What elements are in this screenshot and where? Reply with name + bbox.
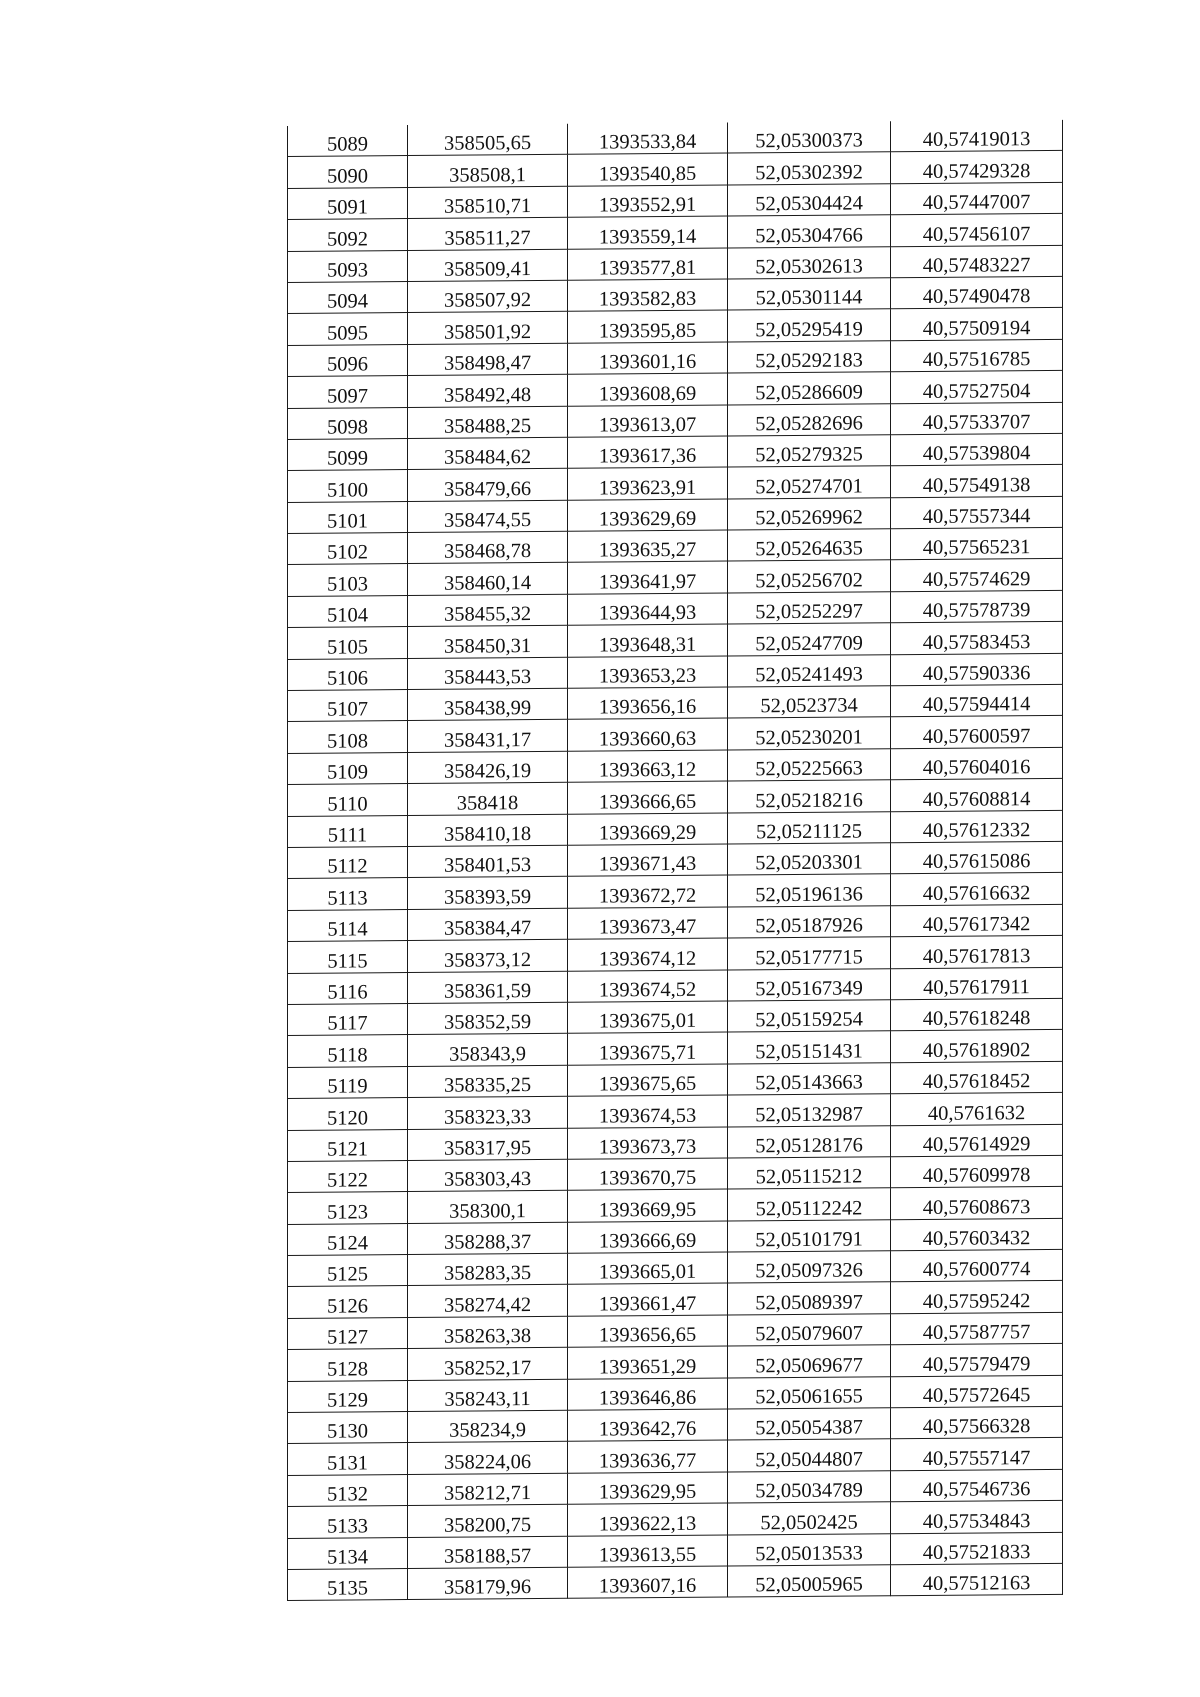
point-number-cell: 5125 xyxy=(288,1255,408,1287)
longitude-cell: 40,57566328 xyxy=(891,1406,1063,1439)
latitude-cell: 52,05187926 xyxy=(728,906,891,939)
x-coordinate-cell: 358343,9 xyxy=(408,1034,568,1067)
x-coordinate-cell: 358401,53 xyxy=(408,845,568,878)
point-number-cell: 5090 xyxy=(288,156,408,188)
y-coordinate-cell: 1393644,93 xyxy=(568,593,728,626)
point-number-cell: 5098 xyxy=(288,407,408,439)
y-coordinate-cell: 1393559,14 xyxy=(568,216,728,249)
longitude-cell: 40,57616632 xyxy=(891,873,1063,906)
point-number-cell: 5135 xyxy=(288,1569,408,1601)
y-coordinate-cell: 1393673,47 xyxy=(568,907,728,940)
latitude-cell: 52,05218216 xyxy=(728,780,891,813)
point-number-cell: 5108 xyxy=(288,721,408,753)
y-coordinate-cell: 1393613,07 xyxy=(568,405,728,438)
x-coordinate-cell: 358283,35 xyxy=(408,1253,568,1286)
x-coordinate-cell: 358263,38 xyxy=(408,1316,568,1349)
longitude-cell: 40,57617342 xyxy=(891,904,1063,937)
latitude-cell: 52,05177715 xyxy=(728,937,891,970)
point-number-cell: 5127 xyxy=(288,1317,408,1349)
x-coordinate-cell: 358274,42 xyxy=(408,1285,568,1318)
longitude-cell: 40,57546736 xyxy=(891,1469,1063,1502)
point-number-cell: 5101 xyxy=(288,501,408,533)
point-number-cell: 5117 xyxy=(288,1003,408,1035)
x-coordinate-cell: 358303,43 xyxy=(408,1159,568,1192)
point-number-cell: 5103 xyxy=(288,564,408,596)
longitude-cell: 40,57447007 xyxy=(891,182,1063,215)
longitude-cell: 40,57572645 xyxy=(891,1375,1063,1408)
y-coordinate-cell: 1393608,69 xyxy=(568,373,728,406)
latitude-cell: 52,05034789 xyxy=(728,1471,891,1504)
table-row xyxy=(288,1563,1063,1600)
latitude-cell: 52,05044807 xyxy=(728,1439,891,1472)
y-coordinate-cell: 1393674,53 xyxy=(568,1095,728,1128)
longitude-cell: 40,57521833 xyxy=(891,1532,1063,1565)
latitude-cell: 52,05132987 xyxy=(728,1094,891,1127)
latitude-cell: 52,05247709 xyxy=(728,623,891,656)
y-coordinate-cell: 1393660,63 xyxy=(568,718,728,751)
longitude-cell: 40,57617911 xyxy=(891,967,1063,1000)
point-number-cell: 5119 xyxy=(288,1066,408,1098)
y-coordinate-cell: 1393675,65 xyxy=(568,1064,728,1097)
point-number-cell: 5116 xyxy=(288,972,408,1004)
longitude-cell: 40,57516785 xyxy=(891,339,1063,372)
y-coordinate-cell: 1393670,75 xyxy=(568,1158,728,1191)
y-coordinate-cell: 1393648,31 xyxy=(568,624,728,657)
y-coordinate-cell: 1393613,55 xyxy=(568,1535,728,1568)
point-number-cell: 5133 xyxy=(288,1506,408,1538)
x-coordinate-cell: 358505,65 xyxy=(408,124,568,156)
point-number-cell: 5129 xyxy=(288,1380,408,1412)
latitude-cell: 52,05264635 xyxy=(728,529,891,562)
latitude-cell: 52,05302392 xyxy=(728,152,891,185)
x-coordinate-cell: 358410,18 xyxy=(408,814,568,847)
x-coordinate-cell: 358460,14 xyxy=(408,563,568,596)
point-number-cell: 5099 xyxy=(288,438,408,470)
y-coordinate-cell: 1393622,13 xyxy=(568,1503,728,1536)
latitude-cell: 52,05295419 xyxy=(728,309,891,342)
y-coordinate-cell: 1393533,84 xyxy=(568,123,728,155)
y-coordinate-cell: 1393617,36 xyxy=(568,436,728,469)
longitude-cell: 40,57618248 xyxy=(891,998,1063,1031)
x-coordinate-cell: 358455,32 xyxy=(408,594,568,627)
longitude-cell: 40,57527504 xyxy=(891,371,1063,404)
point-number-cell: 5114 xyxy=(288,909,408,941)
coordinates-table-body xyxy=(288,120,1063,1601)
latitude-cell: 52,05061655 xyxy=(728,1376,891,1409)
y-coordinate-cell: 1393669,95 xyxy=(568,1189,728,1222)
point-number-cell: 5093 xyxy=(288,250,408,282)
y-coordinate-cell: 1393674,52 xyxy=(568,970,728,1003)
x-coordinate-cell: 358179,96 xyxy=(408,1567,568,1600)
latitude-cell: 52,05097326 xyxy=(728,1251,891,1284)
x-coordinate-cell: 358323,33 xyxy=(408,1096,568,1129)
longitude-cell: 40,57604016 xyxy=(891,747,1063,780)
y-coordinate-cell: 1393540,85 xyxy=(568,153,728,186)
point-number-cell: 5094 xyxy=(288,282,408,314)
point-number-cell: 5096 xyxy=(288,344,408,376)
y-coordinate-cell: 1393595,85 xyxy=(568,310,728,343)
y-coordinate-cell: 1393635,27 xyxy=(568,530,728,563)
x-coordinate-cell: 358200,75 xyxy=(408,1504,568,1537)
longitude-cell: 40,57618452 xyxy=(891,1061,1063,1094)
longitude-cell: 40,57614929 xyxy=(891,1124,1063,1157)
x-coordinate-cell: 358438,99 xyxy=(408,688,568,721)
y-coordinate-cell: 1393623,91 xyxy=(568,467,728,500)
x-coordinate-cell: 358510,71 xyxy=(408,186,568,219)
point-number-cell: 5102 xyxy=(288,533,408,565)
longitude-cell: 40,57618902 xyxy=(891,1030,1063,1063)
latitude-cell: 52,05300373 xyxy=(728,121,891,153)
latitude-cell: 52,05089397 xyxy=(728,1282,891,1315)
y-coordinate-cell: 1393646,86 xyxy=(568,1378,728,1411)
x-coordinate-cell: 358418 xyxy=(408,783,568,816)
latitude-cell: 52,05225663 xyxy=(728,749,891,782)
longitude-cell: 40,57578739 xyxy=(891,590,1063,623)
longitude-cell: 40,57419013 xyxy=(891,120,1063,152)
x-coordinate-cell: 358317,95 xyxy=(408,1128,568,1161)
latitude-cell: 52,05286609 xyxy=(728,372,891,405)
x-coordinate-cell: 358224,06 xyxy=(408,1442,568,1475)
y-coordinate-cell: 1393666,69 xyxy=(568,1221,728,1254)
x-coordinate-cell: 358243,11 xyxy=(408,1379,568,1412)
y-coordinate-cell: 1393629,95 xyxy=(568,1472,728,1505)
latitude-cell: 52,05241493 xyxy=(728,654,891,687)
point-number-cell: 5104 xyxy=(288,595,408,627)
point-number-cell: 5097 xyxy=(288,376,408,408)
latitude-cell: 52,05230201 xyxy=(728,717,891,750)
point-number-cell: 5128 xyxy=(288,1349,408,1381)
longitude-cell: 40,57600774 xyxy=(891,1249,1063,1282)
longitude-cell: 40,57549138 xyxy=(891,465,1063,498)
x-coordinate-cell: 358511,27 xyxy=(408,217,568,250)
y-coordinate-cell: 1393582,83 xyxy=(568,279,728,312)
point-number-cell: 5100 xyxy=(288,470,408,502)
y-coordinate-cell: 1393656,65 xyxy=(568,1315,728,1348)
x-coordinate-cell: 358450,31 xyxy=(408,626,568,659)
y-coordinate-cell: 1393656,16 xyxy=(568,687,728,720)
point-number-cell: 5121 xyxy=(288,1129,408,1161)
point-number-cell: 5112 xyxy=(288,847,408,879)
point-number-cell: 5095 xyxy=(288,313,408,345)
y-coordinate-cell: 1393577,81 xyxy=(568,248,728,281)
longitude-cell: 40,57608814 xyxy=(891,779,1063,812)
y-coordinate-cell: 1393661,47 xyxy=(568,1283,728,1316)
x-coordinate-cell: 358468,78 xyxy=(408,531,568,564)
latitude-cell: 52,05196136 xyxy=(728,874,891,907)
y-coordinate-cell: 1393669,29 xyxy=(568,813,728,846)
latitude-cell: 52,05069677 xyxy=(728,1345,891,1378)
point-number-cell: 5123 xyxy=(288,1192,408,1224)
point-number-cell: 5134 xyxy=(288,1537,408,1569)
y-coordinate-cell: 1393665,01 xyxy=(568,1252,728,1285)
latitude-cell: 52,05256702 xyxy=(728,560,891,593)
longitude-cell: 40,57608673 xyxy=(891,1187,1063,1220)
point-number-cell: 5092 xyxy=(288,219,408,251)
x-coordinate-cell: 358212,71 xyxy=(408,1473,568,1506)
y-coordinate-cell: 1393663,12 xyxy=(568,750,728,783)
x-coordinate-cell: 358492,48 xyxy=(408,374,568,407)
longitude-cell: 40,57615086 xyxy=(891,841,1063,874)
y-coordinate-cell: 1393552,91 xyxy=(568,185,728,218)
point-number-cell: 5124 xyxy=(288,1223,408,1255)
y-coordinate-cell: 1393672,72 xyxy=(568,875,728,908)
x-coordinate-cell: 358431,17 xyxy=(408,720,568,753)
longitude-cell: 40,57590336 xyxy=(891,653,1063,686)
longitude-cell: 40,57429328 xyxy=(891,151,1063,184)
latitude-cell: 52,05005965 xyxy=(728,1565,891,1598)
latitude-cell: 52,05151431 xyxy=(728,1031,891,1064)
x-coordinate-cell: 358501,92 xyxy=(408,312,568,345)
point-number-cell: 5111 xyxy=(288,815,408,847)
latitude-cell: 52,05079607 xyxy=(728,1314,891,1347)
y-coordinate-cell: 1393666,65 xyxy=(568,781,728,814)
latitude-cell: 52,05115212 xyxy=(728,1157,891,1190)
longitude-cell: 40,57617813 xyxy=(891,936,1063,969)
longitude-cell: 40,57579479 xyxy=(891,1344,1063,1377)
y-coordinate-cell: 1393671,43 xyxy=(568,844,728,877)
y-coordinate-cell: 1393629,69 xyxy=(568,499,728,532)
point-number-cell: 5106 xyxy=(288,658,408,690)
y-coordinate-cell: 1393651,29 xyxy=(568,1346,728,1379)
x-coordinate-cell: 358352,59 xyxy=(408,1002,568,1035)
latitude-cell: 52,05282696 xyxy=(728,403,891,436)
point-number-cell: 5122 xyxy=(288,1160,408,1192)
x-coordinate-cell: 358443,53 xyxy=(408,657,568,690)
latitude-cell: 52,05054387 xyxy=(728,1408,891,1441)
point-number-cell: 5115 xyxy=(288,941,408,973)
coordinates-table xyxy=(287,120,1063,1601)
latitude-cell: 52,05292183 xyxy=(728,340,891,373)
latitude-cell: 52,05101791 xyxy=(728,1219,891,1252)
longitude-cell: 40,57533707 xyxy=(891,402,1063,435)
x-coordinate-cell: 358335,25 xyxy=(408,1065,568,1098)
point-number-cell: 5089 xyxy=(288,125,408,157)
latitude-cell: 52,0502425 xyxy=(728,1502,891,1535)
longitude-cell: 40,57600597 xyxy=(891,716,1063,749)
longitude-cell: 40,57612332 xyxy=(891,810,1063,843)
point-number-cell: 5110 xyxy=(288,784,408,816)
x-coordinate-cell: 358507,92 xyxy=(408,280,568,313)
latitude-cell: 52,05013533 xyxy=(728,1533,891,1566)
latitude-cell: 52,05252297 xyxy=(728,592,891,625)
longitude-cell: 40,57603432 xyxy=(891,1218,1063,1251)
latitude-cell: 52,05302613 xyxy=(728,246,891,279)
longitude-cell: 40,57594414 xyxy=(891,684,1063,717)
point-number-cell: 5131 xyxy=(288,1443,408,1475)
x-coordinate-cell: 358498,47 xyxy=(408,343,568,376)
y-coordinate-cell: 1393636,77 xyxy=(568,1440,728,1473)
latitude-cell: 52,05143663 xyxy=(728,1062,891,1095)
y-coordinate-cell: 1393674,12 xyxy=(568,938,728,971)
longitude-cell: 40,57539804 xyxy=(891,433,1063,466)
longitude-cell: 40,57509194 xyxy=(891,308,1063,341)
longitude-cell: 40,57534843 xyxy=(891,1501,1063,1534)
x-coordinate-cell: 358288,37 xyxy=(408,1222,568,1255)
longitude-cell: 40,57565231 xyxy=(891,527,1063,560)
x-coordinate-cell: 358484,62 xyxy=(408,437,568,470)
latitude-cell: 52,05211125 xyxy=(728,811,891,844)
point-number-cell: 5118 xyxy=(288,1035,408,1067)
x-coordinate-cell: 358393,59 xyxy=(408,877,568,910)
x-coordinate-cell: 358508,1 xyxy=(408,155,568,188)
latitude-cell: 52,0523734 xyxy=(728,686,891,719)
y-coordinate-cell: 1393601,16 xyxy=(568,342,728,375)
x-coordinate-cell: 358384,47 xyxy=(408,908,568,941)
latitude-cell: 52,05128176 xyxy=(728,1125,891,1158)
x-coordinate-cell: 358488,25 xyxy=(408,406,568,439)
longitude-cell: 40,57483227 xyxy=(891,245,1063,278)
x-coordinate-cell: 358479,66 xyxy=(408,469,568,502)
y-coordinate-cell: 1393653,23 xyxy=(568,656,728,689)
longitude-cell: 40,57490478 xyxy=(891,276,1063,309)
point-number-cell: 5113 xyxy=(288,878,408,910)
latitude-cell: 52,05304424 xyxy=(728,184,891,217)
latitude-cell: 52,05279325 xyxy=(728,435,891,468)
y-coordinate-cell: 1393673,73 xyxy=(568,1127,728,1160)
longitude-cell: 40,57595242 xyxy=(891,1281,1063,1314)
point-number-cell: 5132 xyxy=(288,1474,408,1506)
latitude-cell: 52,05203301 xyxy=(728,843,891,876)
latitude-cell: 52,05269962 xyxy=(728,497,891,530)
x-coordinate-cell: 358252,17 xyxy=(408,1348,568,1381)
latitude-cell: 52,05159254 xyxy=(728,1000,891,1033)
x-coordinate-cell: 358234,9 xyxy=(408,1410,568,1443)
y-coordinate-cell: 1393675,71 xyxy=(568,1032,728,1065)
latitude-cell: 52,05112242 xyxy=(728,1188,891,1221)
x-coordinate-cell: 358426,19 xyxy=(408,751,568,784)
x-coordinate-cell: 358188,57 xyxy=(408,1536,568,1569)
longitude-cell: 40,57512163 xyxy=(891,1563,1063,1596)
latitude-cell: 52,05304766 xyxy=(728,215,891,248)
latitude-cell: 52,05274701 xyxy=(728,466,891,499)
latitude-cell: 52,05167349 xyxy=(728,968,891,1001)
longitude-cell: 40,57583453 xyxy=(891,622,1063,655)
point-number-cell: 5109 xyxy=(288,752,408,784)
longitude-cell: 40,57456107 xyxy=(891,214,1063,247)
longitude-cell: 40,57557344 xyxy=(891,496,1063,529)
point-number-cell: 5091 xyxy=(288,187,408,219)
y-coordinate-cell: 1393642,76 xyxy=(568,1409,728,1442)
longitude-cell: 40,57609978 xyxy=(891,1155,1063,1188)
x-coordinate-cell: 358373,12 xyxy=(408,939,568,972)
point-number-cell: 5120 xyxy=(288,1098,408,1130)
y-coordinate-cell: 1393607,16 xyxy=(568,1566,728,1599)
y-coordinate-cell: 1393641,97 xyxy=(568,562,728,595)
x-coordinate-cell: 358509,41 xyxy=(408,249,568,282)
point-number-cell: 5107 xyxy=(288,690,408,722)
latitude-cell: 52,05301144 xyxy=(728,278,891,311)
x-coordinate-cell: 358300,1 xyxy=(408,1191,568,1224)
longitude-cell: 40,57574629 xyxy=(891,559,1063,592)
point-number-cell: 5130 xyxy=(288,1412,408,1444)
point-number-cell: 5105 xyxy=(288,627,408,659)
x-coordinate-cell: 358474,55 xyxy=(408,500,568,533)
longitude-cell: 40,57587757 xyxy=(891,1312,1063,1345)
longitude-cell: 40,5761632 xyxy=(891,1093,1063,1126)
y-coordinate-cell: 1393675,01 xyxy=(568,1001,728,1034)
longitude-cell: 40,57557147 xyxy=(891,1438,1063,1471)
point-number-cell: 5126 xyxy=(288,1286,408,1318)
x-coordinate-cell: 358361,59 xyxy=(408,971,568,1004)
